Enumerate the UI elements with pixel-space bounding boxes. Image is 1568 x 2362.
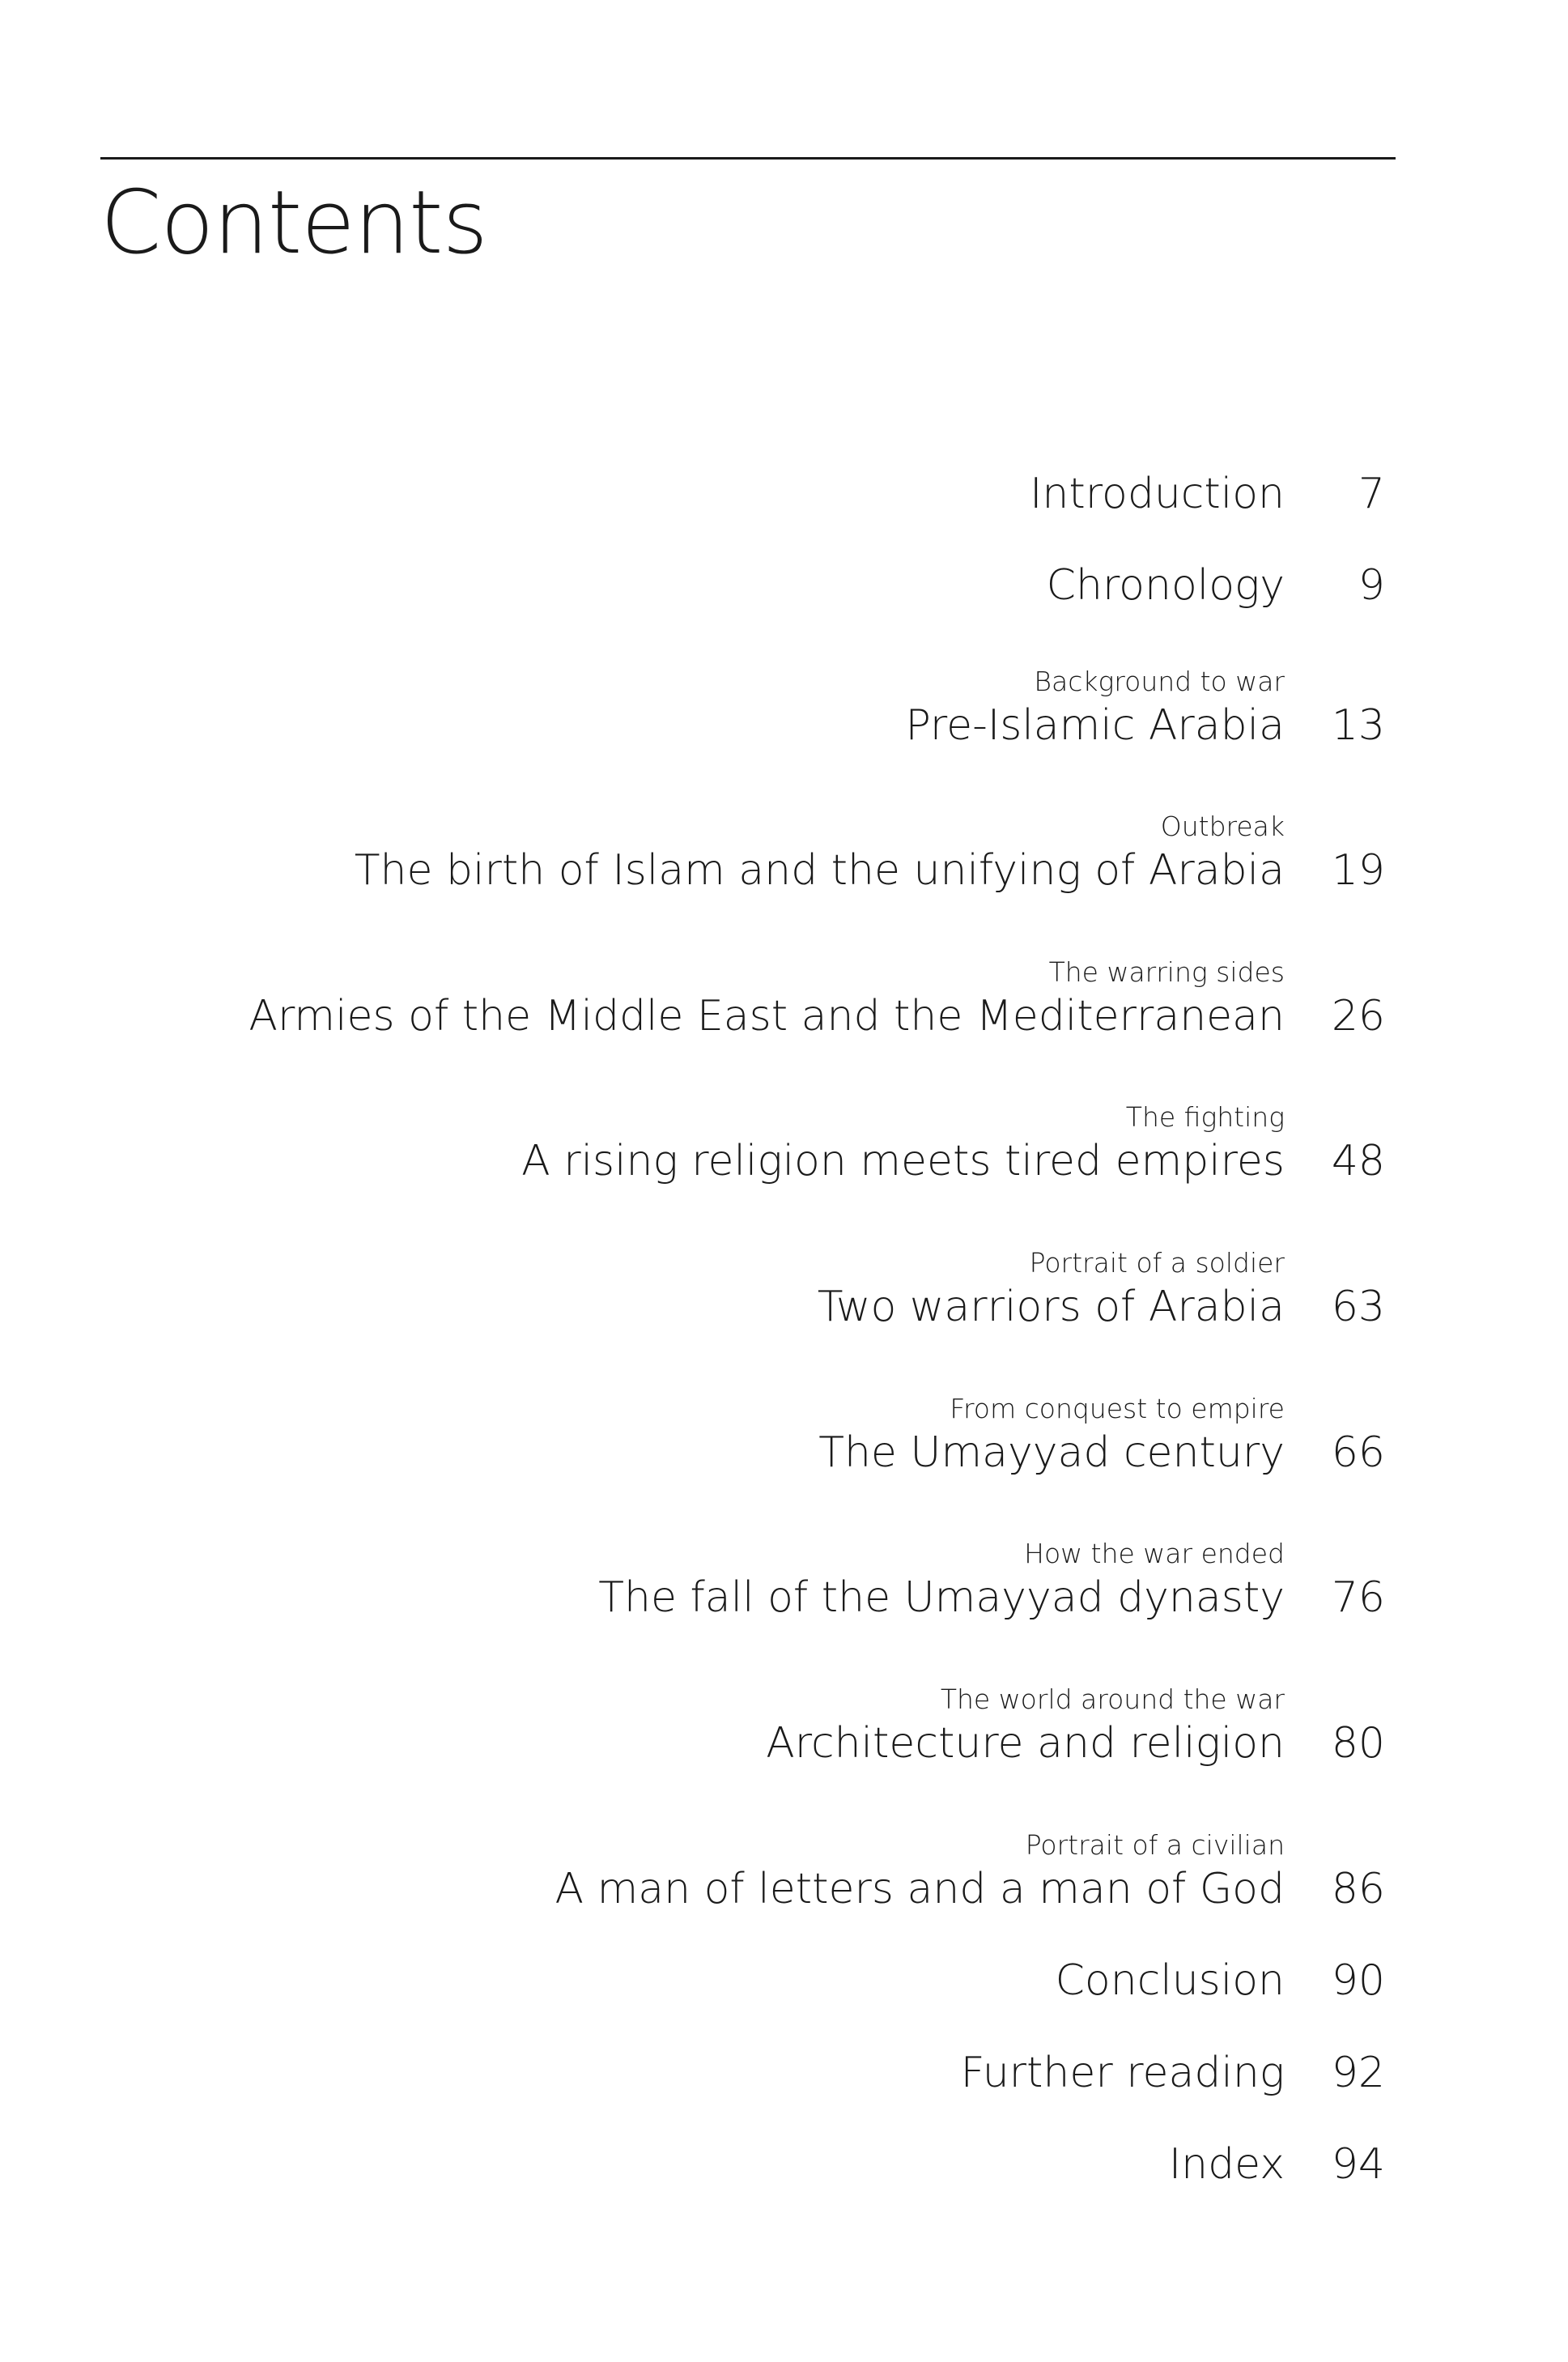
toc-entry-page: 80	[1331, 1719, 1385, 1768]
toc-entry-title: Index	[1168, 2140, 1285, 2189]
toc-entry-title: The fall of the Umayyad dynasty	[598, 1573, 1285, 1622]
toc-entry-page: 13	[1331, 701, 1385, 750]
toc-entry-title: The Umayyad century	[818, 1428, 1285, 1477]
toc-entry-page: 63	[1331, 1283, 1385, 1331]
toc-entry-title: A rising religion meets tired empires	[521, 1137, 1285, 1185]
toc-entry-title: Chronology	[1046, 561, 1285, 610]
toc-entry-title: Further reading	[960, 2049, 1285, 2097]
toc-entry-page: 76	[1331, 1573, 1385, 1622]
toc-entry-page: 9	[1358, 561, 1385, 610]
toc-entry-title: Introduction	[1030, 470, 1285, 518]
toc-entry-page: 94	[1331, 2140, 1385, 2189]
toc-entry-kicker: Portrait of a soldier	[1029, 1247, 1285, 1279]
toc-entry-title: The birth of Islam and the unifying of Arabia	[354, 846, 1285, 895]
toc-entry-title: Armies of the Middle East and the Mediterranean	[249, 992, 1285, 1041]
toc-entry-kicker: How the war ended	[1024, 1538, 1285, 1569]
header-rule	[100, 157, 1396, 160]
toc-entry-page: 7	[1358, 470, 1385, 518]
toc-entry-title: Two warriors of Arabia	[817, 1283, 1285, 1331]
toc-entry-title: Conclusion	[1055, 1956, 1285, 2005]
toc-entry-page: 19	[1331, 846, 1385, 895]
toc-entry-page: 48	[1331, 1137, 1385, 1185]
toc-entry-page: 90	[1331, 1956, 1385, 2005]
toc-entry-page: 66	[1331, 1428, 1385, 1477]
toc-entry-page: 26	[1331, 992, 1385, 1041]
toc-entry-kicker: Background to war	[1034, 666, 1285, 697]
toc-entry-title: Architecture and religion	[766, 1719, 1285, 1768]
toc-entry-title: Pre-Islamic Arabia	[905, 701, 1285, 750]
toc-entry-page: 92	[1331, 2049, 1385, 2097]
toc-entry-kicker: The world around the war	[940, 1683, 1285, 1715]
page-title: Contents	[100, 172, 487, 274]
toc-entry-kicker: The warring sides	[1048, 956, 1285, 988]
toc-entry-page: 86	[1331, 1865, 1385, 1913]
toc-entry-title: A man of letters and a man of God	[555, 1865, 1285, 1913]
toc-entry-kicker: Portrait of a civilian	[1025, 1829, 1285, 1861]
toc-entry-kicker: The fighting	[1125, 1101, 1285, 1133]
toc-entry-kicker: Outbreak	[1160, 811, 1285, 842]
toc-entry-kicker: From conquest to empire	[950, 1393, 1285, 1424]
